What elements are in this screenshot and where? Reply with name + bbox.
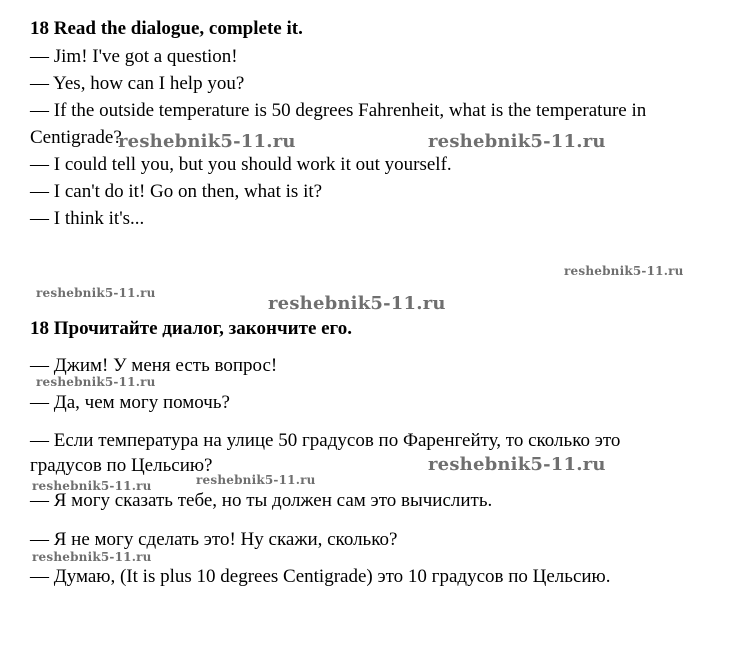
russian-line-4: градусов по Цельсию? [30,455,213,476]
english-line-5: — I could tell you, but you should work it out yourself. [30,154,452,175]
english-line-1: — Jim! I've got a question! [30,46,238,67]
english-heading: 18 Read the dialogue, complete it. [30,18,303,39]
russian-line-6: — Я не могу сделать это! Ну скажи, сколько? [30,529,398,550]
russian-line-5: — Я могу сказать тебе, но ты должен сам это вычислить. [30,490,493,511]
watermark: reshebnik5-11.ru [32,479,152,493]
english-line-6: — I can't do it! Go on then, what is it? [30,181,323,202]
watermark: reshebnik5-11.ru [32,550,152,564]
watermark: reshebnik5-11.ru [428,131,606,152]
russian-heading: 18 Прочитайте диалог, закончите его. [30,318,352,339]
english-line-4: Centigrade? [30,127,122,148]
watermark: reshebnik5-11.ru [428,454,606,475]
english-line-7: — I think it's... [30,208,145,229]
russian-line-3: — Если температура на улице 50 градусов по Фаренгейту, то сколько это [30,430,621,451]
watermark: reshebnik5-11.ru [36,375,156,389]
watermark: reshebnik5-11.ru [268,293,446,314]
watermark: reshebnik5-11.ru [564,264,684,278]
russian-line-2: — Да, чем могу помочь? [30,392,230,413]
english-line-2: — Yes, how can I help you? [30,73,245,94]
english-line-3: — If the outside temperature is 50 degrees Fahrenheit, what is the temperature in [30,100,647,121]
watermark: reshebnik5-11.ru [36,286,156,300]
russian-line-1: — Джим! У меня есть вопрос! [30,355,278,376]
watermark: reshebnik5-11.ru [196,473,316,487]
russian-line-7: — Думаю, (It is plus 10 degrees Centigrade) это 10 градусов по Цельсию. [30,566,611,587]
watermark: reshebnik5-11.ru [118,131,296,152]
